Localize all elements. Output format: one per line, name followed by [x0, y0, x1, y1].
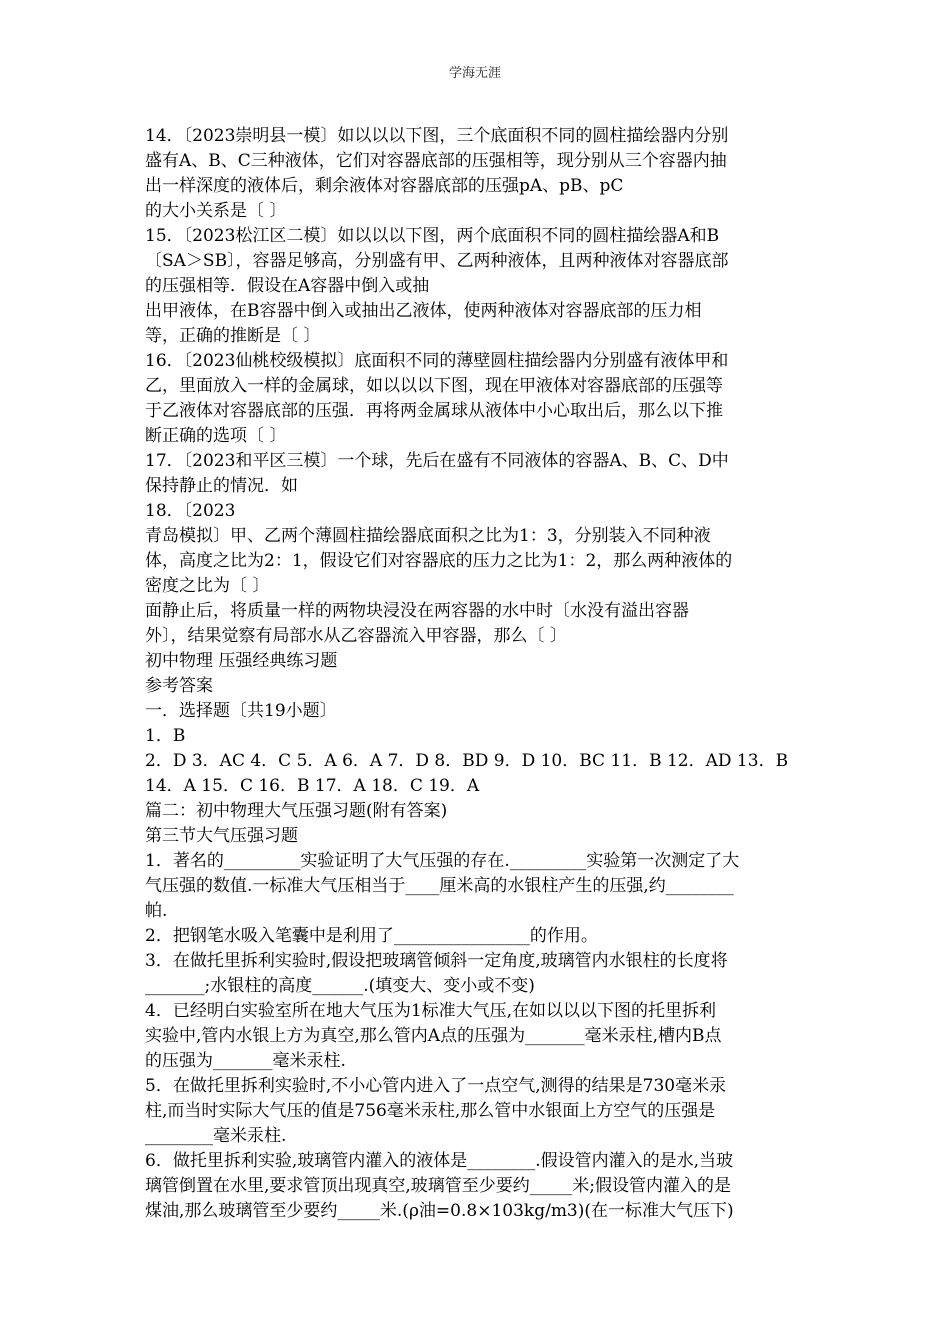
text-line: 断正确的选项〔 〕 [145, 426, 287, 446]
text-line: 盛有A、B、C三种液体，它们对容器底部的压强相等，现分别从三个容器内抽 [145, 151, 727, 171]
text-line: 的压强为_______毫米汞柱. [145, 1051, 346, 1071]
text-line: 15．〔2023松江区二模〕如以以以下图，两个底面积不同的圆柱描绘器A和B [145, 226, 720, 246]
text-line: 青岛模拟〕甲、乙两个薄圆柱描绘器底面积之比为1：3，分别装入不同种液 [145, 526, 711, 546]
text-line: 密度之比为〔 〕 [145, 576, 270, 596]
text-line: 的压强相等．假设在A容器中倒入或抽 [145, 276, 430, 296]
text-line: 4．已经明白实验室所在地大气压为1标准大气压,在如以以以下图的托里拆利 [145, 1001, 717, 1021]
text-line: 16．〔2023仙桃校级模拟〕底面积不同的薄壁圆柱描绘器内分别盛有液体甲和 [145, 351, 729, 371]
text-line: 实验中,管内水银上方为真空,那么管内A点的压强为_______毫米汞柱,槽内B点 [145, 1026, 722, 1046]
text-line: 柱,而当时实际大气压的值是756毫米汞柱,那么管中水银面上方空气的压强是 [145, 1101, 716, 1121]
text-line: 于乙液体对容器底部的压强．再将两金属球从液体中小心取出后，那么以下推 [145, 401, 723, 421]
text-line: 出一样深度的液体后，剩余液体对容器底部的压强pA、pB、pC [145, 176, 624, 196]
page-header: 学海无涯 [448, 66, 501, 81]
text-line: 煤油,那么玻璃管至少要约_____米.(ρ油=0.8×103kg/m3)(在一标准大气压下) [145, 1201, 734, 1221]
document-body [145, 124, 835, 1224]
text-line: 外〕，结果觉察有局部水从乙容器流入甲容器，那么〔 〕 [145, 626, 567, 646]
text-line: 14．A 15．C 16．B 17．A 18．C 19．A [145, 776, 480, 796]
text-line: 5．在做托里拆利实验时,不小心管内进入了一点空气,测得的结果是730毫米汞 [145, 1076, 727, 1096]
text-line: 帕. [145, 901, 168, 921]
text-line: 气压强的数值.一标准大气压相当于____厘米高的水银柱产生的压强,约________ [145, 876, 734, 896]
text-line: _______;水银柱的高度______.(填变大、变小或不变) [145, 976, 535, 996]
text-line: 2．D 3．AC 4．C 5．A 6．A 7．D 8．BD 9．D 10．BC 11．B 12．AD 13．B [145, 751, 789, 771]
text-line: 18．〔2023 [145, 501, 236, 521]
text-line: 14．〔2023崇明县一模〕如以以以下图，三个底面积不同的圆柱描绘器内分别 [145, 126, 729, 146]
text-line: 面静止后，将质量一样的两物块浸没在两容器的水中时〔水没有溢出容器 [145, 601, 689, 621]
text-line: 等，正确的推断是〔 〕 [145, 326, 321, 346]
text-line: 璃管倒置在水里,要求管顶出现真空,玻璃管至少要约_____米;假设管内灌入的是 [145, 1176, 732, 1196]
text-line: ________毫米汞柱. [145, 1126, 287, 1146]
text-line: 体，高度之比为2：1，假设它们对容器底的压力之比为1：2，那么两种液体的 [145, 551, 733, 571]
text-line: 〔SA＞SB〕，容器足够高，分别盛有甲、乙两种液体，且两种液体对容器底部 [145, 251, 729, 271]
text-line: 乙，里面放入一样的金属球，如以以以下图，现在甲液体对容器底部的压强等 [145, 376, 723, 396]
text-line: 参考答案 [145, 676, 213, 696]
text-line: 的大小关系是〔 〕 [145, 201, 287, 221]
text-line: 初中物理 压强经典练习题 [145, 651, 338, 671]
text-line: 篇二：初中物理大气压强习题(附有答案) [145, 801, 448, 821]
text-line: 6．做托里拆利实验,玻璃管内灌入的液体是________.假设管内灌入的是水,当玻 [145, 1151, 734, 1171]
text-line: 出甲液体，在B容器中倒入或抽出乙液体，使两种液体对容器底部的压力相 [145, 301, 702, 321]
text-line: 3．在做托里拆利实验时,假设把玻璃管倾斜一定角度,玻璃管内水银柱的长度将 [145, 951, 728, 971]
text-line: 保持静止的情况．如 [145, 476, 298, 496]
text-line: 17．〔2023和平区三模〕一个球，先后在盛有不同液体的容器A、B、C、D中 [145, 451, 729, 471]
text-line: 1．B [145, 726, 186, 746]
text-line: 一．选择题〔共19小题〕 [145, 701, 337, 721]
text-line: 第三节大气压强习题 [145, 826, 298, 846]
text-line: 2．把钢笔水吸入笔囊中是利用了________________的作用。 [145, 926, 598, 946]
text-line: 1．著名的_________实验证明了大气压强的存在._________实验第一次测定了大 [145, 851, 740, 871]
